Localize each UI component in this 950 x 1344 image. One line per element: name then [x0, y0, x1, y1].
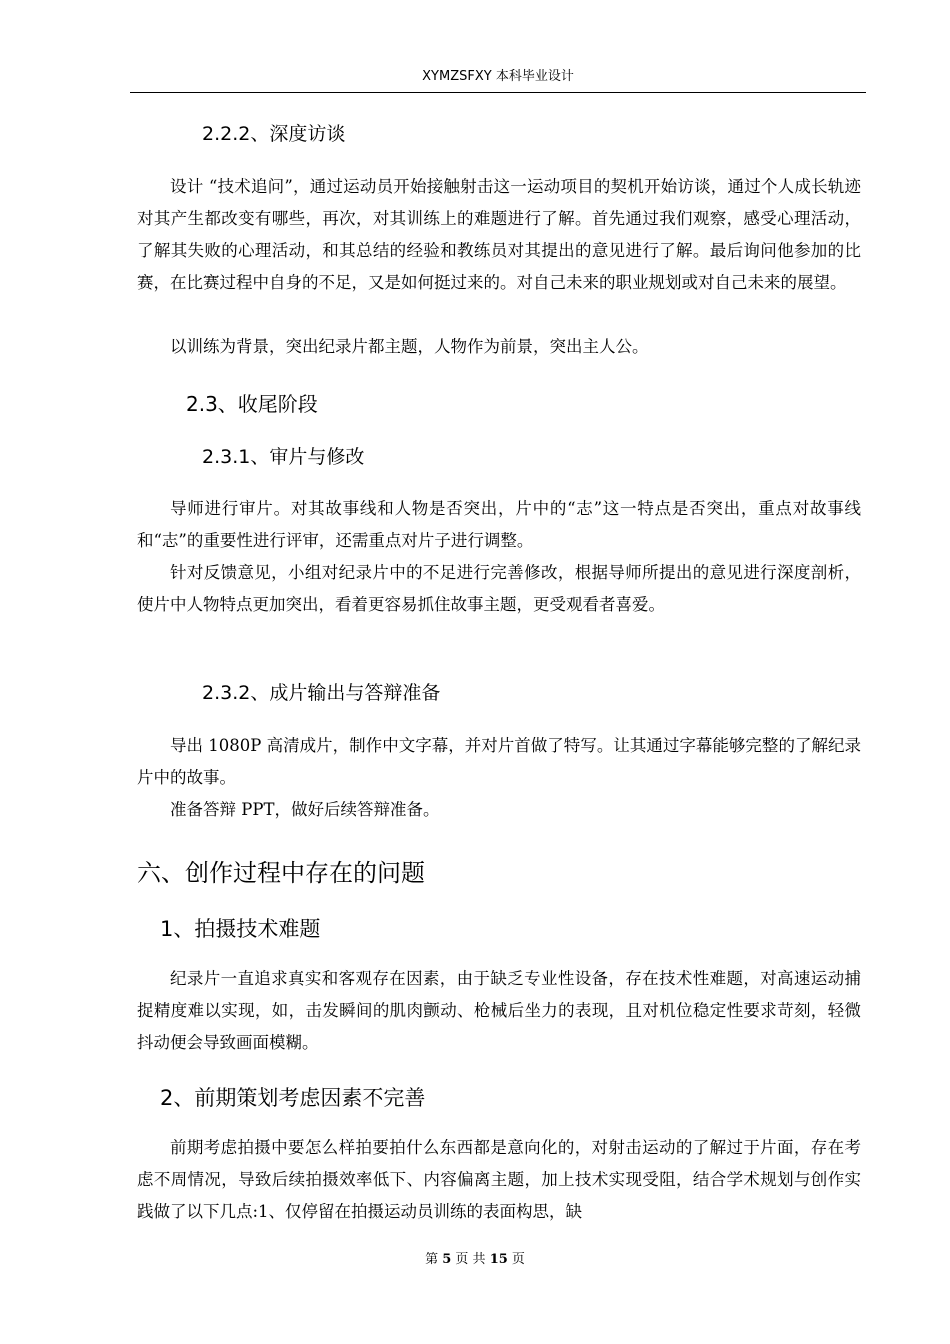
- paragraph: 纪录片一直追求真实和客观存在因素，由于缺乏专业性设备，存在技术性难题，对高速运动捕捉精度难以实现，如，击发瞬间的肌肉颤动、枪械后坐力的表现，且对机位稳定性要求苛刻，轻微抖动便会导致画面模糊。: [137, 969, 861, 1052]
- footer-middle: 页 共: [455, 1252, 486, 1267]
- page-header: [130, 66, 866, 93]
- total-pages: 15: [489, 1252, 508, 1267]
- footer-suffix: 页: [511, 1252, 525, 1267]
- page-number: 5: [442, 1252, 452, 1267]
- paragraph: 导出 1080P 高清成片，制作中文字幕，并对片首做了特写。让其通过字幕能够完整的了解纪录片中的故事。: [137, 736, 861, 787]
- heading-2-3-2: 2.3.2、成片输出与答辩准备: [202, 682, 441, 704]
- heading-problem-1: 1、拍摄技术难题: [160, 917, 321, 941]
- paragraph: 以训练为背景，突出纪录片都主题，人物作为前景，突出主人公。: [170, 337, 649, 356]
- heading-problem-2: 2、前期策划考虑因素不完善: [160, 1086, 426, 1110]
- paragraph: 准备答辩 PPT，做好后续答辩准备。: [170, 800, 440, 819]
- heading-2-2-2: 2.2.2、深度访谈: [202, 123, 346, 145]
- footer-prefix: 第: [425, 1252, 439, 1267]
- heading-2-3-1: 2.3.1、审片与修改: [202, 446, 365, 468]
- paragraph: 设计 “技术追问”，通过运动员开始接触射击这一运动项目的契机开始访谈，通过个人成长轨迹对其产生都改变有哪些，再次，对其训练上的难题进行了解。首先通过我们观察，感受心理活动，了解其失败的心理活动，和其总结的经验和教练员对其提出的意见进行了解。最后询问他参加的比赛，在比赛过程中自身的不足，又是如何挺过来的。对自己未来的职业规划或对自己未来的展望。: [137, 177, 861, 292]
- heading-2-3: 2.3、收尾阶段: [186, 392, 318, 416]
- paragraph: 导师进行审片。对其故事线和人物是否突出，片中的“志”这一特点是否突出，重点对故事线和“志”的重要性进行评审，还需重点对片子进行调整。: [137, 499, 861, 550]
- paragraph: 针对反馈意见，小组对纪录片中的不足进行完善修改，根据导师所提出的意见进行深度剖析，使片中人物特点更加突出，看着更容易抓住故事主题，更受观看者喜爱。: [137, 563, 861, 614]
- heading-chapter-6: 六、创作过程中存在的问题: [137, 859, 425, 887]
- paragraph: 前期考虑拍摄中要怎么样拍要拍什么东西都是意向化的，对射击运动的了解过于片面，存在考虑不周情况，导致后续拍摄效率低下、内容偏离主题，加上技术实现受阻，结合学术规划与创作实践做了以下几点:1、仅停留在拍摄运动员训练的表面构思，缺: [137, 1138, 861, 1221]
- header-text: XYMZSFXY 本科毕业设计: [422, 69, 574, 84]
- page-footer: [0, 1248, 950, 1267]
